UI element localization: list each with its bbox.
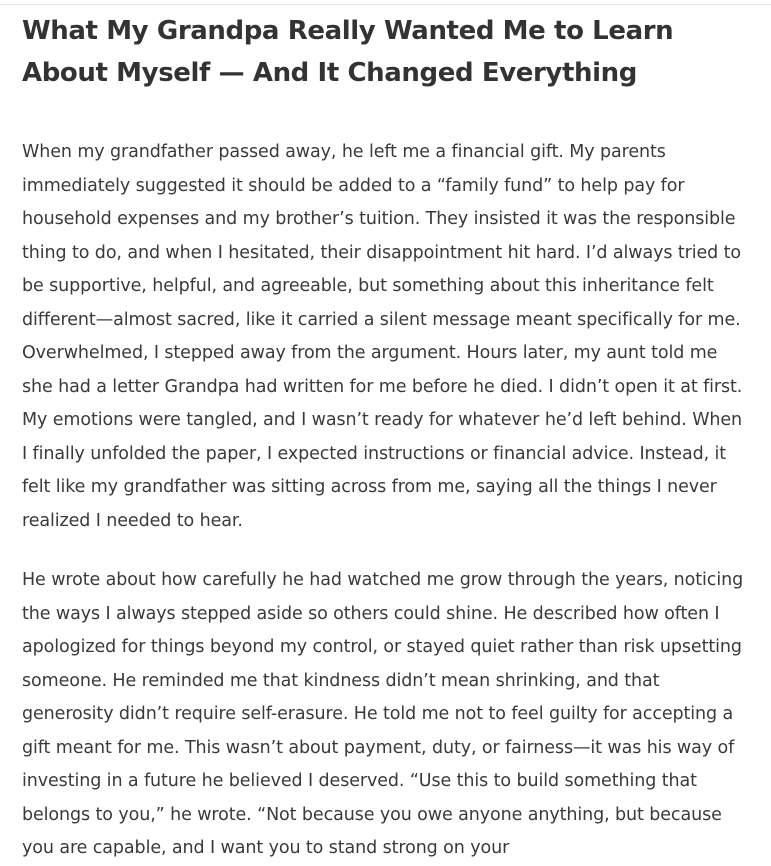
top-divider xyxy=(0,4,771,5)
article-paragraph-1: When my grandfather passed away, he left me a financial gift. My parents immediately suggested it should be added to a “family fund” to help pay for household expenses and my brother’s tuition. They insisted it was the responsible thing to do, and when I hesitated, their disappointment hit hard. I’d always tried to be supportive, helpful, and agreeable, but something about this inheritance felt different—almost sacred, like it carried a silent message meant specifically for me. Overwhelmed, I stepped away from the argument. Hours later, my aunt told me she had a letter Grandpa had written for me before he died. I didn’t open it at first. My emotions were tangled, and I wasn’t ready for whatever he’d left behind. When I finally unfolded the paper, I expected instructions or financial advice. Instead, it felt like my grandfather was sitting across from me, saying all the things I never realized I needed to hear. xyxy=(22,142,743,531)
article-paragraph-2: He wrote about how carefully he had watched me grow through the years, noticing the ways I always stepped aside so others could shine. He described how often I apologized for things beyond my control, or stayed quiet rather than risk upsetting someone. He reminded me that kindness didn’t mean shrinking, and that generosity didn’t require self-erasure. He told me not to feel guilty for accepting a gift meant for me. This wasn’t about payment, duty, or fairness—it was his way of investing in a future he believed I deserved. “Use this to build something that belongs to you,” he wrote. “Not because you owe anyone anything, but because you are capable, and I want you to stand strong on your xyxy=(22,570,744,858)
article-title: What My Grandpa Really Wanted Me to Learn About Myself — And It Changed Everything xyxy=(22,16,674,88)
article xyxy=(22,10,752,866)
